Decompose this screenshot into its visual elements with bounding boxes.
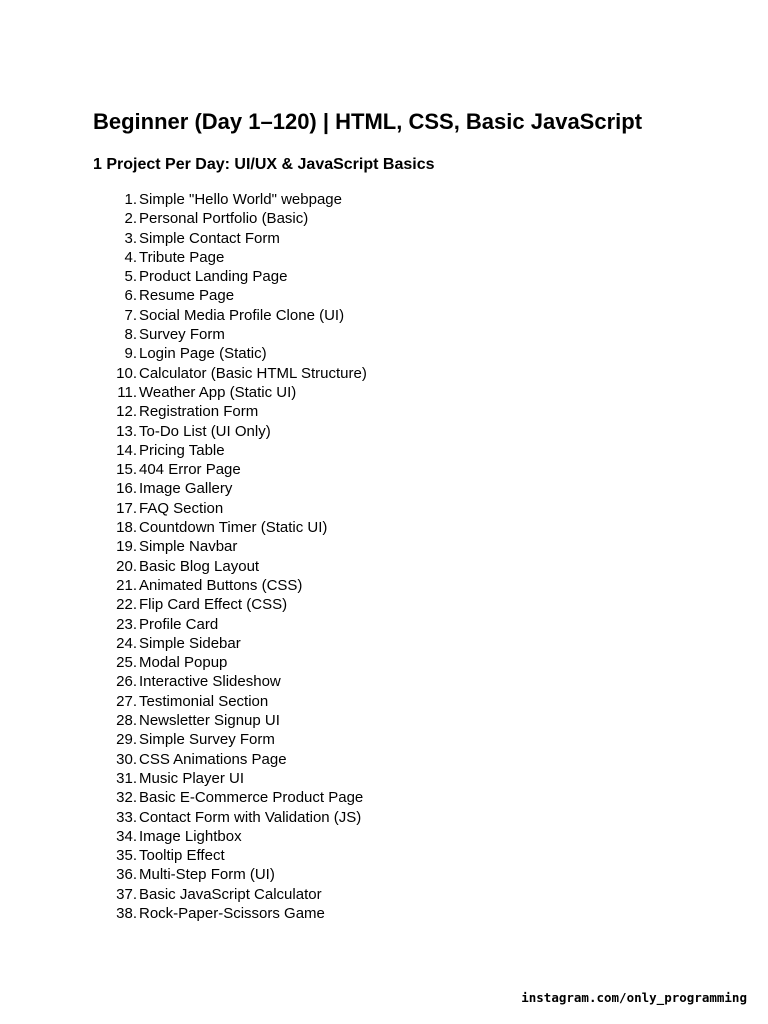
list-item-number: 28. (116, 712, 137, 730)
list-item-number: 22. (116, 596, 137, 614)
list-item-label: Contact Form with Validation (JS) (139, 808, 362, 826)
list-item-label: Pricing Table (139, 441, 225, 459)
list-item-label: Calculator (Basic HTML Structure) (139, 364, 367, 382)
list-item-number: 9. (124, 345, 137, 363)
list-item-number: 20. (116, 557, 137, 575)
list-item-label: Basic JavaScript Calculator (139, 885, 322, 903)
list-item-label: Login Page (Static) (139, 345, 267, 363)
list-item-number: 18. (116, 519, 137, 537)
list-item-label: To-Do List (UI Only) (139, 422, 271, 440)
list-item-number: 27. (116, 692, 137, 710)
list-item-label: Simple Survey Form (139, 731, 275, 749)
list-item-number: 31. (116, 769, 137, 787)
list-item-label: Profile Card (139, 615, 219, 633)
list-item-label: Simple Sidebar (139, 634, 241, 652)
list-item-number: 14. (116, 441, 137, 459)
list-item-number: 13. (116, 422, 137, 440)
list-item-number: 30. (116, 750, 137, 768)
list-item-label: Basic E-Commerce Product Page (139, 789, 364, 807)
list-item-label: Multi-Step Form (UI) (139, 866, 275, 884)
footer-handle: instagram.com/only_programming (521, 990, 747, 1005)
list-item-number: 7. (124, 306, 137, 324)
list-item-number: 38. (116, 904, 137, 922)
list-item-number: 16. (116, 480, 137, 498)
list-item-label: Newsletter Signup UI (139, 712, 280, 730)
list-item-number: 15. (116, 461, 137, 479)
list-item-number: 36. (116, 866, 137, 884)
list-item-label: Resume Page (139, 287, 235, 305)
list-item-label: Music Player UI (139, 769, 245, 787)
list-item-label: Animated Buttons (CSS) (139, 576, 303, 594)
list-item-number: 1. (124, 191, 137, 208)
list-item-number: 32. (116, 789, 137, 807)
list-item-label: Survey Form (139, 326, 225, 344)
list-item-number: 2. (124, 210, 137, 228)
list-item-number: 17. (116, 499, 137, 517)
list-item-number: 25. (116, 654, 137, 672)
list-item-number: 34. (116, 827, 137, 845)
list-item-label: Simple Contact Form (139, 229, 280, 247)
list-item-label: Image Lightbox (139, 827, 242, 845)
list-item-label: Image Gallery (139, 480, 233, 498)
list-item-number: 26. (116, 673, 137, 691)
list-item-number: 8. (124, 326, 137, 344)
list-item-label: Registration Form (139, 403, 259, 421)
list-item-label: Product Landing Page (139, 268, 288, 286)
section-subtitle: 1 Project Per Day: UI/UX & JavaScript Basics (93, 156, 435, 173)
list-item-number: 21. (116, 576, 137, 594)
list-item-number: 10. (116, 364, 137, 382)
list-item-label: Testimonial Section (139, 692, 269, 710)
list-item-number: 11. (117, 383, 137, 401)
list-item-label: Countdown Timer (Static UI) (139, 519, 328, 537)
list-item-number: 33. (116, 808, 137, 826)
list-item-number: 5. (124, 268, 137, 286)
list-item-label: Weather App (Static UI) (139, 383, 297, 401)
list-item-number: 29. (116, 731, 137, 749)
list-item-label: CSS Animations Page (139, 750, 287, 768)
list-item-number: 3. (124, 229, 137, 247)
list-item-label: Flip Card Effect (CSS) (139, 596, 288, 614)
list-item-label: Rock-Paper-Scissors Game (139, 904, 325, 922)
list-item-number: 24. (116, 634, 137, 652)
list-item-number: 35. (116, 847, 137, 865)
list-item-number: 6. (124, 287, 137, 305)
list-item-number: 19. (116, 538, 137, 556)
list-item-number: 37. (116, 885, 137, 903)
list-item-number: 4. (124, 248, 137, 266)
list-item-label: Tribute Page (139, 248, 225, 266)
list-item-label: Personal Portfolio (Basic) (139, 210, 309, 228)
list-item-number: 12. (116, 403, 137, 421)
page-title: Beginner (Day 1–120) | HTML, CSS, Basic JavaScript (93, 109, 643, 134)
list-item-label: Tooltip Effect (139, 847, 225, 865)
list-item-label: Simple "Hello World" webpage (139, 191, 342, 208)
list-item-label: Interactive Slideshow (139, 673, 281, 691)
list-item-label: Basic Blog Layout (139, 557, 260, 575)
list-item-label: 404 Error Page (139, 461, 241, 479)
list-item-number: 23. (116, 615, 137, 633)
list-item-label: Social Media Profile Clone (UI) (139, 306, 345, 324)
list-item-label: Simple Navbar (139, 538, 238, 556)
list-item-label: Modal Popup (139, 654, 228, 672)
list-item-label: FAQ Section (139, 499, 224, 517)
